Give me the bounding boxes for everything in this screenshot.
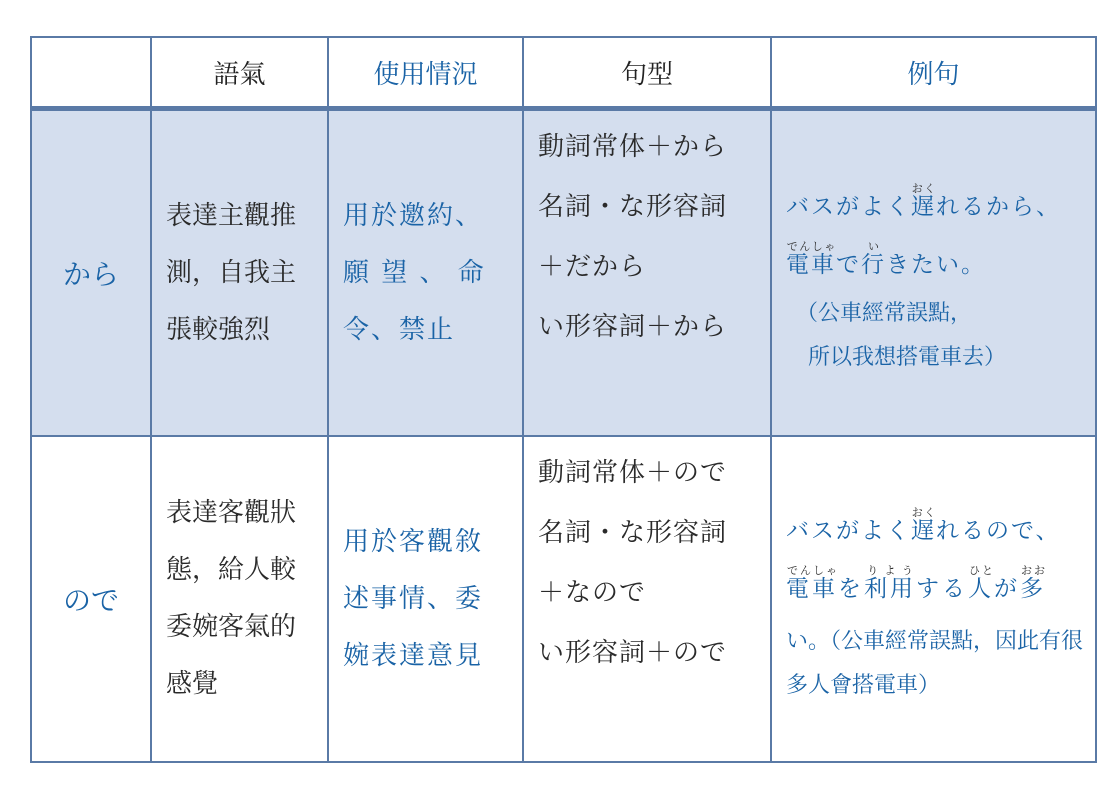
pattern-cell-kara [523, 109, 771, 437]
row-label-kara: から [31, 109, 151, 437]
tone-line: 表達主觀推 [166, 200, 297, 231]
example-cell-kara [771, 109, 1096, 437]
tone-line: 測，自我主 [166, 257, 297, 288]
tone-line: 表達客觀狀 [166, 498, 297, 528]
grammar-comparison-table [30, 36, 1097, 763]
usage-line: 願 望 、 命 [343, 257, 486, 288]
example-sentence-line [786, 506, 1085, 548]
header-empty [31, 37, 151, 109]
furigana-word: 遅おく [911, 506, 936, 544]
furigana-word: 遅おく [911, 182, 936, 220]
tone-line: 感覺 [166, 669, 219, 699]
pattern-line: 動詞常体＋から [538, 132, 728, 162]
furigana-word: 人ひと [968, 564, 994, 602]
translation-text: （公車經常誤點，因此有很多人會搭電車） [786, 629, 1084, 698]
example-text: い。 [786, 629, 831, 654]
furigana-word: 多おお [1020, 564, 1046, 602]
example-sentence-line [786, 240, 1085, 282]
usage-line: 婉表達意見 [343, 640, 484, 671]
header-row [31, 37, 1096, 109]
example-sentence-line [786, 182, 1085, 224]
example-text: バスがよく [786, 194, 911, 220]
example-sentence-line [786, 564, 1085, 606]
pattern-line: 名詞・な形容詞 [538, 518, 728, 548]
tone-line: 張較強烈 [166, 314, 271, 345]
furigana-word: 電車でんしゃ [786, 564, 838, 602]
usage-cell-node [328, 436, 523, 762]
usage-cell-kara [328, 109, 523, 437]
row-label-node: ので [31, 436, 151, 762]
header-pattern: 句型 [523, 37, 771, 109]
tone-cell-node [151, 436, 328, 762]
example-text: れるから、 [936, 194, 1061, 220]
tone-line: 委婉客氣的 [166, 612, 297, 642]
tone-cell-kara [151, 109, 328, 437]
header-example: 例句 [771, 37, 1096, 109]
pattern-line: 動詞常体＋ので [538, 458, 728, 488]
pattern-cell-node [523, 436, 771, 762]
example-text: バスがよく [786, 518, 911, 544]
tone-line: 態，給人較 [166, 555, 297, 585]
pattern-line: ＋だから [538, 252, 647, 282]
furigana-word: 利用りよう [864, 564, 916, 602]
example-text: で [836, 252, 861, 278]
pattern-line: ＋なので [538, 578, 647, 608]
example-text: れるので、 [936, 518, 1061, 544]
usage-line: 令、禁止 [343, 314, 456, 345]
example-text: を [838, 576, 864, 602]
table-row-node [31, 436, 1096, 762]
pattern-line: 名詞・な形容詞 [538, 192, 728, 222]
example-translation: （公車經常誤點， 所以我想搭電車去） [796, 301, 1007, 370]
table-row-kara [31, 109, 1096, 437]
usage-line: 用於客觀敘 [343, 526, 484, 557]
pattern-line: い形容詞＋ので [538, 638, 728, 668]
usage-line: 述事情、委 [343, 583, 484, 614]
example-text: が [994, 576, 1020, 602]
example-cell-node [771, 436, 1096, 762]
furigana-word: 電車でんしゃ [786, 240, 836, 278]
example-text: する [916, 576, 968, 602]
usage-line: 用於邀約、 [343, 200, 484, 231]
pattern-line: い形容詞＋から [538, 312, 728, 342]
header-usage: 使用情況 [328, 37, 523, 109]
example-translation [786, 620, 1085, 708]
header-tone: 語氣 [151, 37, 328, 109]
furigana-word: 行い [861, 240, 886, 278]
example-text: きたい。 [886, 252, 986, 278]
